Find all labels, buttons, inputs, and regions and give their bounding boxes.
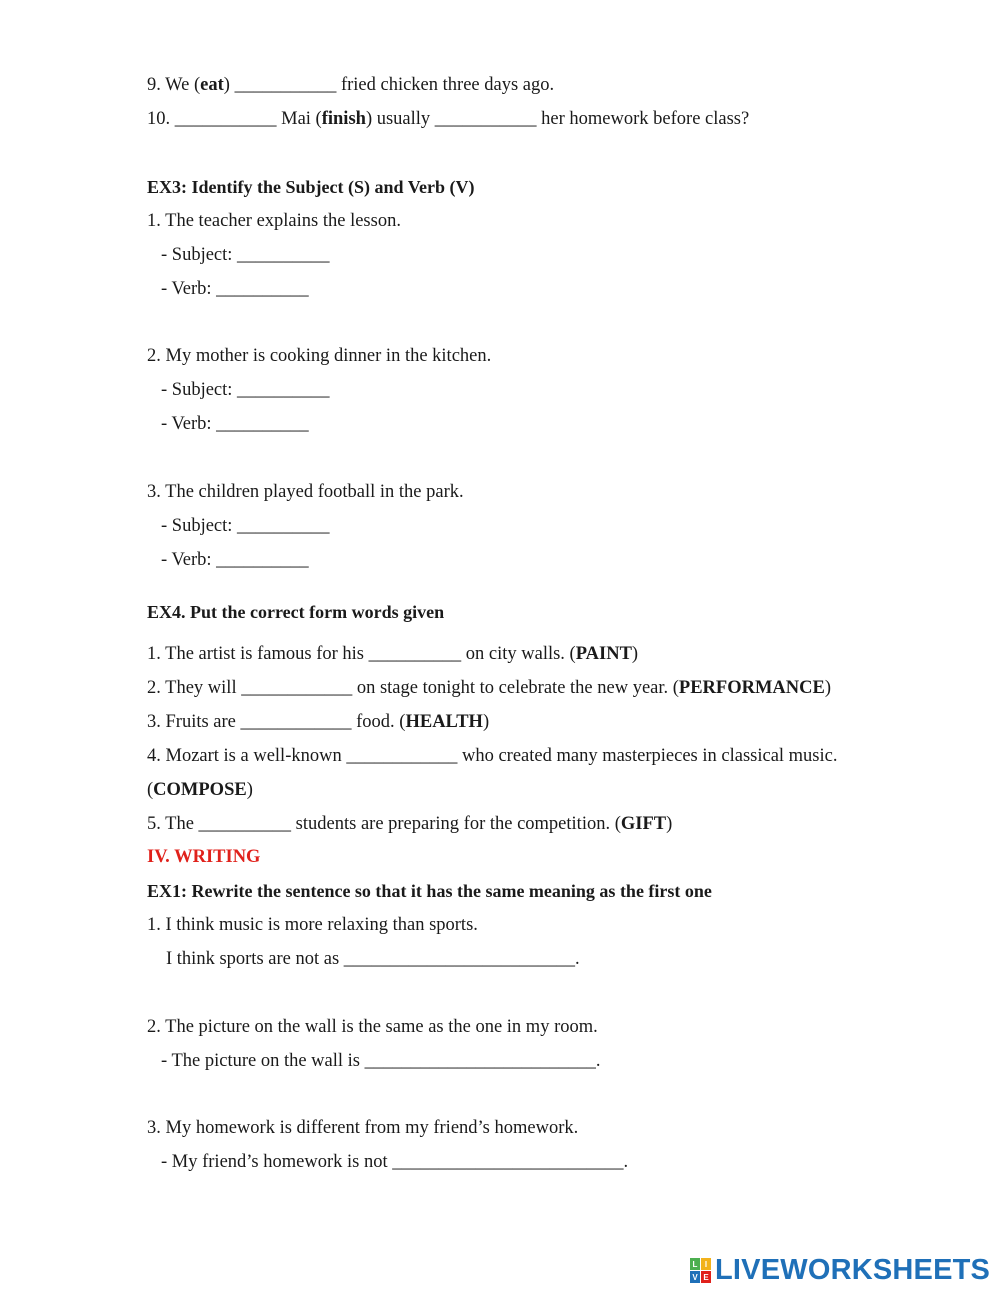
writing-rewrite-1[interactable]: I think sports are not as _________________________.: [166, 949, 580, 969]
writing-original-3: 3. My homework is different from my friend’s homework.: [147, 1118, 579, 1138]
logo-text: LIVEWORKSHEETS: [715, 1254, 991, 1286]
ex3-sentence-1: 1. The teacher explains the lesson.: [147, 211, 401, 231]
verb-hint: eat: [200, 75, 224, 95]
writing-ex1-title: EX1: Rewrite the sentence so that it has the same meaning as the first one: [147, 881, 712, 901]
ex3-title: EX3: Identify the Subject (S) and Verb (V): [147, 177, 475, 197]
logo-mark-icon: L I V E: [690, 1258, 711, 1283]
exercise-item-9: 9. We (eat) ___________ fried chicken three days ago.: [147, 75, 555, 95]
ex3-verb-2[interactable]: - Verb: __________: [161, 414, 309, 434]
word-hint: PERFORMANCE: [678, 678, 825, 698]
ex4-item-4-hint: (COMPOSE): [147, 780, 253, 800]
ex4-item-3[interactable]: 3. Fruits are ____________ food. (HEALTH): [147, 712, 490, 732]
ex4-item-1[interactable]: 1. The artist is famous for his __________ on city walls. (PAINT): [147, 644, 639, 664]
word-hint: GIFT: [620, 814, 667, 834]
ex4-item-5[interactable]: 5. The __________ students are preparing for the competition. (GIFT): [147, 814, 673, 834]
exercise-item-10: 10. ___________ Mai (finish) usually ___________ her homework before class?: [147, 109, 750, 129]
word-hint: HEALTH: [405, 712, 483, 732]
ex3-subject-2[interactable]: - Subject: __________: [161, 380, 330, 400]
ex3-verb-1[interactable]: - Verb: __________: [161, 279, 309, 299]
verb-hint: finish: [321, 109, 366, 129]
word-hint: COMPOSE: [153, 780, 247, 800]
ex4-title: EX4. Put the correct form words given: [147, 602, 445, 622]
ex4-item-2[interactable]: 2. They will ____________ on stage tonight to celebrate the new year. (PERFORMANCE): [147, 678, 832, 698]
section-title-writing: IV. WRITING: [147, 847, 261, 867]
ex3-subject-1[interactable]: - Subject: __________: [161, 245, 330, 265]
ex4-item-4[interactable]: 4. Mozart is a well-known ____________ who created many masterpieces in classical music.: [147, 746, 838, 766]
writing-rewrite-2[interactable]: - The picture on the wall is _________________________.: [161, 1051, 601, 1071]
writing-original-1: 1. I think music is more relaxing than sports.: [147, 915, 478, 935]
word-hint: PAINT: [575, 644, 632, 664]
liveworksheets-logo: [690, 1254, 990, 1287]
ex3-verb-3[interactable]: - Verb: __________: [161, 550, 309, 570]
ex3-sentence-2: 2. My mother is cooking dinner in the kitchen.: [147, 346, 492, 366]
writing-rewrite-3[interactable]: - My friend’s homework is not _________________________.: [161, 1152, 629, 1172]
ex3-sentence-3: 3. The children played football in the park.: [147, 482, 464, 502]
writing-original-2: 2. The picture on the wall is the same as the one in my room.: [147, 1017, 598, 1037]
ex3-subject-3[interactable]: - Subject: __________: [161, 516, 330, 536]
